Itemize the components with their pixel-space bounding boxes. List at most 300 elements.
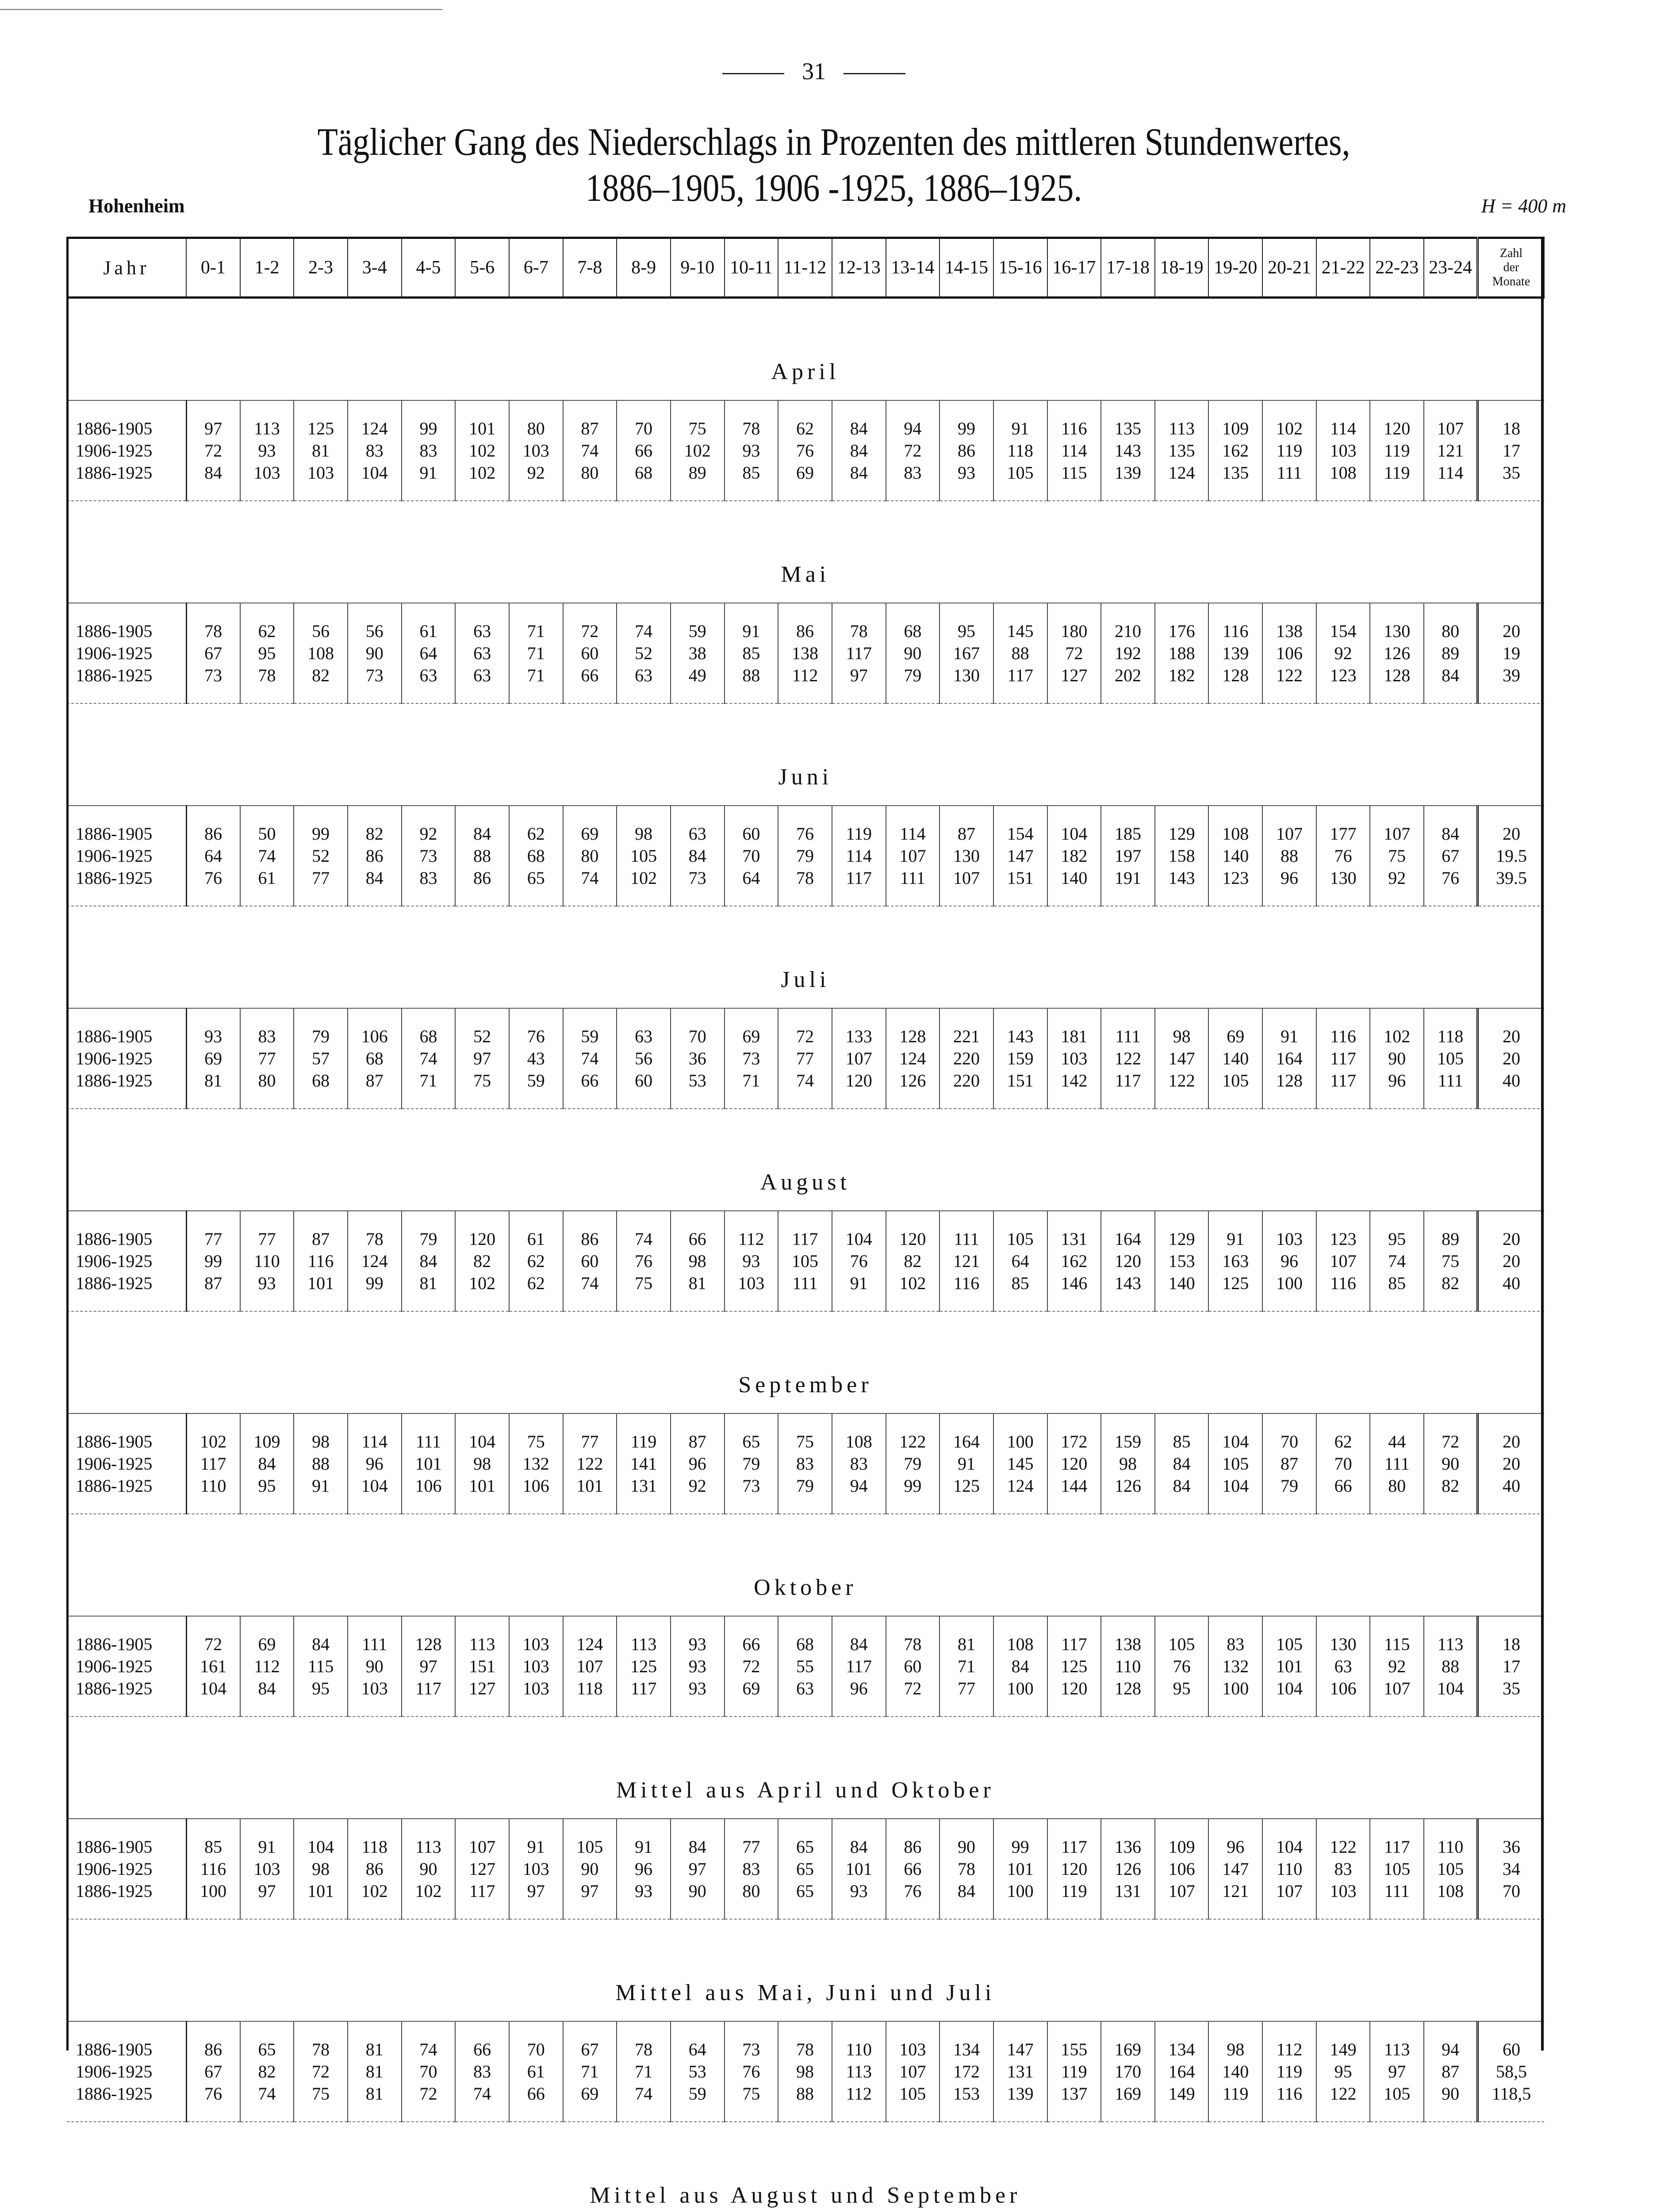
month-count: 20 [1503, 621, 1520, 641]
year-label: 1886-1925 [76, 462, 153, 483]
value: 75 [635, 1273, 653, 1293]
value-cell [939, 806, 993, 906]
value: 78 [850, 621, 868, 641]
value: 89 [1442, 1229, 1460, 1249]
value: 107 [1384, 1678, 1411, 1698]
value: 90 [581, 1859, 599, 1879]
value: 84 [850, 1634, 868, 1654]
section-title: Mittel aus Mai, Juni und Juli [67, 1919, 1544, 2021]
value: 81 [958, 1634, 976, 1654]
value: 75 [1442, 1251, 1460, 1271]
value: 61 [527, 2061, 545, 2081]
value-cell [294, 1413, 348, 1514]
value: 96 [1388, 1070, 1406, 1091]
month-count-cell [1478, 1211, 1544, 1311]
value-cell [617, 806, 671, 906]
value: 119 [1276, 2061, 1303, 2081]
month-count: 34 [1503, 1859, 1520, 1879]
value: 102 [469, 440, 496, 461]
value-cell [563, 806, 617, 906]
value: 221 [953, 1026, 980, 1046]
value-cell [1155, 1819, 1209, 1919]
value: 111 [1384, 1453, 1410, 1474]
value: 188 [1168, 643, 1195, 663]
value: 84 [1442, 823, 1460, 844]
value: 91 [850, 1273, 868, 1293]
value: 120 [469, 1229, 496, 1249]
value: 74 [258, 845, 276, 866]
value: 69 [1227, 1026, 1245, 1046]
value: 63 [796, 1678, 814, 1698]
value-cell [832, 1413, 886, 1514]
value: 104 [1276, 1836, 1303, 1857]
value-cell [832, 2021, 886, 2122]
value: 119 [1061, 2061, 1087, 2081]
header-hour: 1-2 [240, 238, 294, 298]
value: 108 [1437, 1881, 1464, 1901]
value: 138 [792, 643, 819, 663]
value: 103 [253, 462, 280, 483]
value: 81 [365, 2083, 383, 2104]
header-hour: 10-11 [725, 238, 778, 298]
value: 107 [953, 868, 980, 888]
value: 88 [1011, 643, 1029, 663]
value: 102 [469, 1273, 496, 1293]
value: 70 [635, 418, 653, 438]
value: 135 [1222, 462, 1249, 483]
value-cell [1101, 1616, 1155, 1717]
value: 114 [846, 845, 872, 866]
page-edge-line [0, 9, 442, 10]
value: 95 [1173, 1678, 1191, 1698]
value: 112 [792, 665, 818, 685]
value: 66 [1334, 1475, 1352, 1496]
value: 127 [469, 1859, 496, 1879]
value: 111 [1384, 1881, 1410, 1901]
value-cell [778, 1413, 832, 1514]
value: 105 [1384, 2083, 1411, 2104]
value: 93 [850, 1881, 868, 1901]
value: 83 [1334, 1859, 1352, 1879]
value-cell [348, 1819, 402, 1919]
value: 94 [904, 418, 922, 438]
value-cell [886, 2021, 940, 2122]
title-line-2: 1886–1905, 1906 -1925, 1886–1925. [585, 167, 1082, 210]
value: 97 [527, 1881, 545, 1901]
value: 147 [1168, 1048, 1195, 1068]
year-label: 1886-1905 [76, 1836, 153, 1857]
value: 95 [258, 1475, 276, 1496]
value-cell [509, 400, 563, 501]
value: 72 [904, 1678, 922, 1698]
value: 62 [527, 1273, 545, 1293]
value: 118 [1007, 440, 1033, 461]
value: 77 [796, 1048, 814, 1068]
value: 112 [1276, 2039, 1303, 2059]
value: 98 [312, 1859, 330, 1879]
value: 86 [796, 621, 814, 641]
value: 107 [1276, 1881, 1303, 1901]
value: 104 [1437, 1678, 1464, 1698]
value: 77 [258, 1048, 276, 1068]
value: 75 [1388, 845, 1406, 866]
value-cell [1047, 400, 1101, 501]
value-cell [832, 1211, 886, 1311]
value-cell [886, 1008, 940, 1109]
value-cell [1424, 603, 1478, 703]
value: 167 [953, 643, 980, 663]
value: 111 [900, 868, 925, 888]
value: 68 [635, 462, 653, 483]
value-cell [993, 1211, 1047, 1311]
value: 106 [1276, 643, 1303, 663]
value: 149 [1330, 2039, 1357, 2059]
value-cell [563, 1819, 617, 1919]
value: 107 [1330, 1251, 1357, 1271]
value: 80 [258, 1070, 276, 1091]
value: 164 [1114, 1229, 1141, 1249]
value: 76 [204, 2083, 222, 2104]
value: 116 [1330, 1026, 1356, 1046]
value: 220 [953, 1070, 980, 1091]
value: 72 [1442, 1431, 1460, 1452]
value: 76 [527, 1026, 545, 1046]
value: 118 [361, 1836, 388, 1857]
value: 121 [1222, 1881, 1249, 1901]
value-cell [455, 806, 509, 906]
value: 91 [312, 1475, 330, 1496]
value-cell [778, 1616, 832, 1717]
value: 103 [522, 1634, 549, 1654]
value: 103 [522, 440, 549, 461]
month-count: 40 [1503, 1475, 1520, 1496]
value: 74 [1388, 1251, 1406, 1271]
value: 127 [1061, 665, 1088, 685]
section-title: April [67, 298, 1544, 401]
value-cell [832, 1008, 886, 1109]
table-row [67, 1413, 1544, 1514]
value: 53 [688, 1070, 706, 1091]
value: 84 [850, 440, 868, 461]
value-cell [1155, 400, 1209, 501]
value-cell [1155, 1211, 1209, 1311]
value: 99 [958, 418, 976, 438]
value-cell [778, 1008, 832, 1109]
value: 105 [1384, 1859, 1411, 1879]
value-cell [1370, 1211, 1424, 1311]
value: 49 [688, 665, 706, 685]
value-cell [563, 1616, 617, 1717]
value-cell [1370, 400, 1424, 501]
value-cell [455, 603, 509, 703]
value: 77 [258, 1229, 276, 1249]
value: 125 [307, 418, 334, 438]
value: 73 [742, 2039, 760, 2059]
value-cell [240, 2021, 294, 2122]
value-cell [617, 1008, 671, 1109]
value: 125 [630, 1656, 657, 1676]
value: 66 [473, 2039, 491, 2059]
value-cell [1424, 806, 1478, 906]
value-cell [240, 1819, 294, 1919]
value: 101 [307, 1273, 334, 1293]
value: 92 [1334, 643, 1352, 663]
value: 97 [688, 1859, 706, 1879]
value: 84 [473, 823, 491, 844]
value-cell [186, 400, 240, 501]
value: 63 [1334, 1656, 1352, 1676]
value: 84 [850, 462, 868, 483]
value-cell [886, 806, 940, 906]
value: 62 [527, 823, 545, 844]
value: 91 [419, 462, 437, 483]
value: 102 [684, 440, 711, 461]
value: 103 [1276, 1229, 1303, 1249]
value: 71 [742, 1070, 760, 1091]
value: 82 [1442, 1273, 1460, 1293]
value: 120 [1114, 1251, 1141, 1271]
value: 124 [899, 1048, 926, 1068]
value: 126 [1384, 643, 1411, 663]
value: 100 [1222, 1678, 1249, 1698]
value: 87 [581, 418, 599, 438]
value: 93 [688, 1634, 706, 1654]
value-cell [348, 603, 402, 703]
value: 75 [688, 418, 706, 438]
value-cell [725, 806, 778, 906]
value: 100 [1007, 1678, 1034, 1698]
value: 105 [1437, 1859, 1464, 1879]
section-title-row [67, 906, 1544, 1008]
value: 119 [846, 823, 872, 844]
value: 111 [415, 1431, 441, 1452]
value-cell [1370, 1413, 1424, 1514]
value-cell [1208, 1413, 1262, 1514]
value-cell [455, 1211, 509, 1311]
value: 69 [742, 1678, 760, 1698]
value: 72 [312, 2061, 330, 2081]
value: 79 [904, 1453, 922, 1474]
month-count: 17 [1503, 1656, 1520, 1676]
value-cell [671, 1211, 725, 1311]
value: 117 [792, 1229, 818, 1249]
value: 119 [630, 1431, 657, 1452]
value-cell [1208, 1616, 1262, 1717]
year-label: 1906-1925 [76, 1453, 153, 1474]
value-cell [993, 2021, 1047, 2122]
value: 96 [635, 1859, 653, 1879]
value: 120 [899, 1229, 926, 1249]
value: 60 [904, 1656, 922, 1676]
value: 98 [1227, 2039, 1245, 2059]
value: 73 [204, 665, 222, 685]
value: 143 [1114, 1273, 1141, 1293]
value: 88 [1442, 1656, 1460, 1676]
month-count-cell [1478, 1413, 1544, 1514]
value-cell [993, 1819, 1047, 1919]
value-cell [402, 1008, 456, 1109]
value-cell [1370, 2021, 1424, 2122]
value: 102 [415, 1881, 442, 1901]
value: 86 [958, 440, 976, 461]
value: 143 [1114, 440, 1141, 461]
value-cell [993, 1008, 1047, 1109]
value: 124 [576, 1634, 603, 1654]
value: 68 [365, 1048, 383, 1068]
precipitation-table [66, 237, 1545, 2212]
year-cell [67, 1819, 186, 1919]
value: 85 [1011, 1273, 1029, 1293]
value: 97 [581, 1881, 599, 1901]
value: 103 [1330, 1881, 1357, 1901]
value-cell [563, 400, 617, 501]
value: 110 [1437, 1836, 1464, 1857]
value: 78 [742, 418, 760, 438]
value-cell [1155, 806, 1209, 906]
value-cell [617, 1413, 671, 1514]
value: 139 [1114, 462, 1141, 483]
value: 107 [469, 1836, 496, 1857]
value-cell [509, 2021, 563, 2122]
value-cell [993, 603, 1047, 703]
value: 38 [688, 643, 706, 663]
month-count: 18 [1503, 418, 1520, 438]
section-title: August [67, 1109, 1544, 1211]
value: 117 [1330, 1048, 1356, 1068]
value: 103 [522, 1656, 549, 1676]
value: 90 [688, 1881, 706, 1901]
value-cell [778, 806, 832, 906]
value: 63 [688, 823, 706, 844]
page-title [231, 119, 1437, 211]
value-cell [1316, 1616, 1370, 1717]
value: 104 [200, 1678, 227, 1698]
value: 98 [796, 2061, 814, 2081]
value: 130 [953, 665, 980, 685]
value-cell [1262, 603, 1316, 703]
month-count-cell [1478, 400, 1544, 501]
value: 74 [581, 1048, 599, 1068]
value: 81 [688, 1273, 706, 1293]
value-cell [778, 2021, 832, 2122]
value: 104 [845, 1229, 872, 1249]
value: 81 [365, 2061, 383, 2081]
value-cell [1101, 806, 1155, 906]
value: 103 [1061, 1048, 1088, 1068]
value: 94 [850, 1475, 868, 1496]
value-cell [455, 1008, 509, 1109]
value: 151 [469, 1656, 496, 1676]
value-cell [832, 1819, 886, 1919]
month-count: 58,5 [1496, 2061, 1527, 2081]
value: 82 [1442, 1475, 1460, 1496]
month-count-cell [1478, 603, 1544, 703]
month-count: 20 [1503, 1026, 1520, 1046]
value-cell [186, 603, 240, 703]
table-row [67, 603, 1544, 703]
value-cell [455, 1616, 509, 1717]
value: 159 [1007, 1048, 1034, 1068]
value-cell [1316, 806, 1370, 906]
value: 108 [845, 1431, 872, 1452]
value: 87 [688, 1431, 706, 1452]
value-cell [240, 400, 294, 501]
value: 119 [1276, 440, 1303, 461]
value-cell [294, 1211, 348, 1311]
value: 113 [846, 2061, 872, 2081]
value: 93 [635, 1881, 653, 1901]
value: 88 [796, 2083, 814, 2104]
value: 116 [1276, 2083, 1303, 2104]
value-cell [348, 2021, 402, 2122]
value: 129 [1168, 823, 1195, 844]
value: 76 [1442, 868, 1460, 888]
value: 85 [742, 462, 760, 483]
value: 128 [1276, 1070, 1303, 1091]
value: 117 [846, 1656, 872, 1676]
value-cell [993, 1413, 1047, 1514]
value: 105 [792, 1251, 819, 1271]
value: 95 [1388, 1229, 1406, 1249]
value: 85 [742, 643, 760, 663]
month-count: 20 [1503, 1048, 1520, 1068]
value: 75 [796, 1431, 814, 1452]
value: 111 [954, 1229, 979, 1249]
value: 73 [742, 1048, 760, 1068]
year-label: 1886-1925 [76, 665, 153, 685]
header-year: Jahr [67, 238, 186, 298]
value: 163 [1222, 1251, 1249, 1271]
value: 56 [365, 621, 383, 641]
value: 97 [850, 665, 868, 685]
value: 84 [1173, 1475, 1191, 1496]
value: 123 [1330, 665, 1357, 685]
value-cell [402, 400, 456, 501]
value-cell [1047, 1616, 1101, 1717]
value: 70 [742, 845, 760, 866]
value: 50 [258, 823, 276, 844]
year-label: 1906-1925 [76, 2061, 153, 2081]
value: 69 [581, 2083, 599, 2104]
header-hour: 12-13 [832, 238, 886, 298]
value-cell [240, 1211, 294, 1311]
value: 89 [1442, 643, 1460, 663]
value-cell [186, 1211, 240, 1311]
value-cell [725, 1413, 778, 1514]
value: 106 [1168, 1859, 1195, 1879]
value-cell [186, 806, 240, 906]
value-cell [563, 1008, 617, 1109]
value: 116 [307, 1251, 334, 1271]
value: 111 [1115, 1026, 1141, 1046]
month-count: 19.5 [1496, 845, 1527, 866]
year-cell [67, 603, 186, 703]
value: 147 [1007, 2039, 1034, 2059]
value: 82 [365, 823, 383, 844]
value-cell [348, 400, 402, 501]
value-cell [1424, 1819, 1478, 1919]
value: 100 [1276, 1273, 1303, 1293]
value: 158 [1168, 845, 1195, 866]
value-cell [725, 400, 778, 501]
value: 87 [204, 1273, 222, 1293]
value: 124 [361, 1251, 388, 1271]
value: 92 [688, 1475, 706, 1496]
value-cell [186, 1413, 240, 1514]
value-cell [294, 1819, 348, 1919]
value: 86 [204, 823, 222, 844]
value-cell [1316, 603, 1370, 703]
